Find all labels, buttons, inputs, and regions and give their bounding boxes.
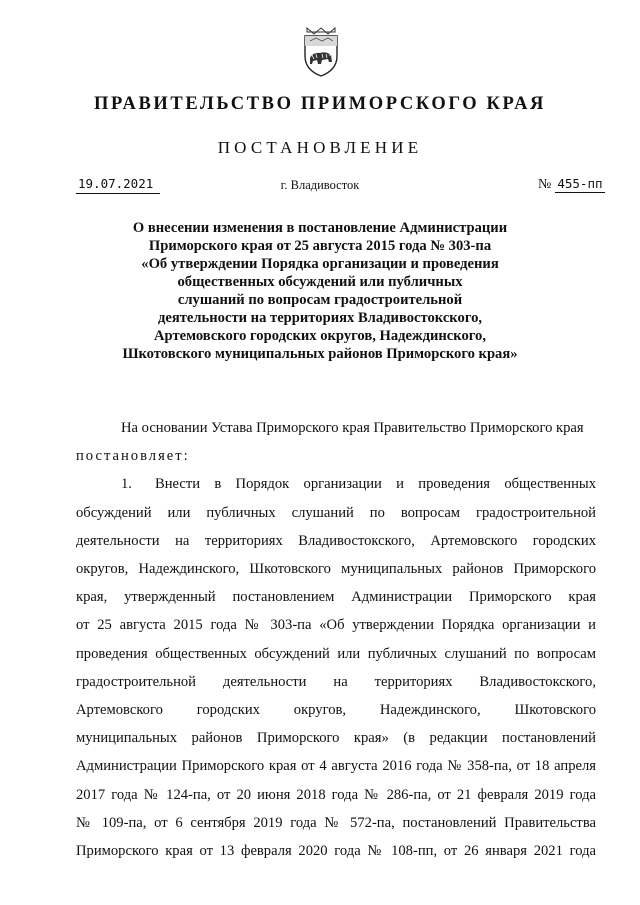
- body-line: градостроительной деятельности на территориях Владивостокского,: [76, 673, 596, 690]
- subject-line: «Об утверждении Порядка организации и проведения: [141, 256, 499, 272]
- number-sign: №: [538, 177, 552, 192]
- body-line: 2017 года № 124-па, от 20 июня 2018 года № 286-па, от 21 февраля 2019 года: [76, 786, 596, 803]
- subject-line: общественных обсуждений или публичных: [177, 274, 463, 290]
- preamble-text: На основании Устава Приморского края Правительство Приморского края: [121, 420, 584, 436]
- subject-line: слушаний по вопросам градостроительной: [177, 292, 463, 308]
- body-line: Приморского края от 13 февраля 2020 года № 108-пп, от 26 января 2021 года: [76, 843, 596, 860]
- document-date: 19.07.2021: [76, 176, 160, 194]
- document-number: 455-пп: [557, 176, 603, 191]
- subject-line: деятельности на территориях Владивостокского,: [157, 310, 483, 326]
- document-subject: [80, 219, 560, 363]
- body-line: деятельности на территориях Владивостокского, Артемовского городских: [76, 532, 596, 549]
- subject-line: Шкотовского муниципальных районов Приморского края»: [122, 346, 518, 362]
- body-line: Артемовского городских округов, Надеждинского, Шкотовского: [76, 702, 596, 719]
- subject-line: О внесении изменения в постановление Администрации: [132, 220, 508, 236]
- document-number-block: [538, 176, 605, 193]
- body-line: Администрации Приморского края от 4 августа 2016 года № 358-па, от 18 апреля: [76, 758, 596, 775]
- subject-line: Артемовского городских округов, Надеждинского,: [153, 328, 486, 344]
- item-number: 1.: [121, 476, 132, 493]
- government-title: ПРАВИТЕЛЬСТВО ПРИМОРСКОГО КРАЯ: [93, 94, 546, 114]
- body-line: муниципальных районов Приморского края» (в редакции постановлений: [76, 730, 596, 747]
- coat-of-arms-emblem: [300, 24, 342, 78]
- body-line: округов, Надеждинского, Шкотовского муниципальных районов Приморского: [76, 561, 596, 578]
- body-line: от 25 августа 2015 года № 303-па «Об утверждении Порядка организации и: [76, 617, 596, 634]
- body-line: обсуждений или публичных слушаний по вопросам градостроительной: [76, 504, 596, 521]
- item-first-line-text: Внести в Порядок организации и проведения общественных: [155, 476, 596, 493]
- document-body: [76, 414, 596, 865]
- body-line: № 109-па, от 6 сентября 2019 года № 572-па, постановлений Правительства: [76, 814, 596, 831]
- subject-line: Приморского края от 25 августа 2015 года № 303-па: [148, 238, 492, 254]
- body-line: края, утвержденный постановлением Администрации Приморского края: [76, 589, 596, 606]
- document-type: ПОСТАНОВЛЕНИЕ: [217, 138, 423, 157]
- document-city: г. Владивосток: [280, 178, 360, 192]
- resolves-text: постановляет:: [76, 448, 190, 465]
- item-first-line: [76, 470, 596, 498]
- body-line: проведения общественных обсуждений или публичных слушаний по вопросам: [76, 645, 596, 662]
